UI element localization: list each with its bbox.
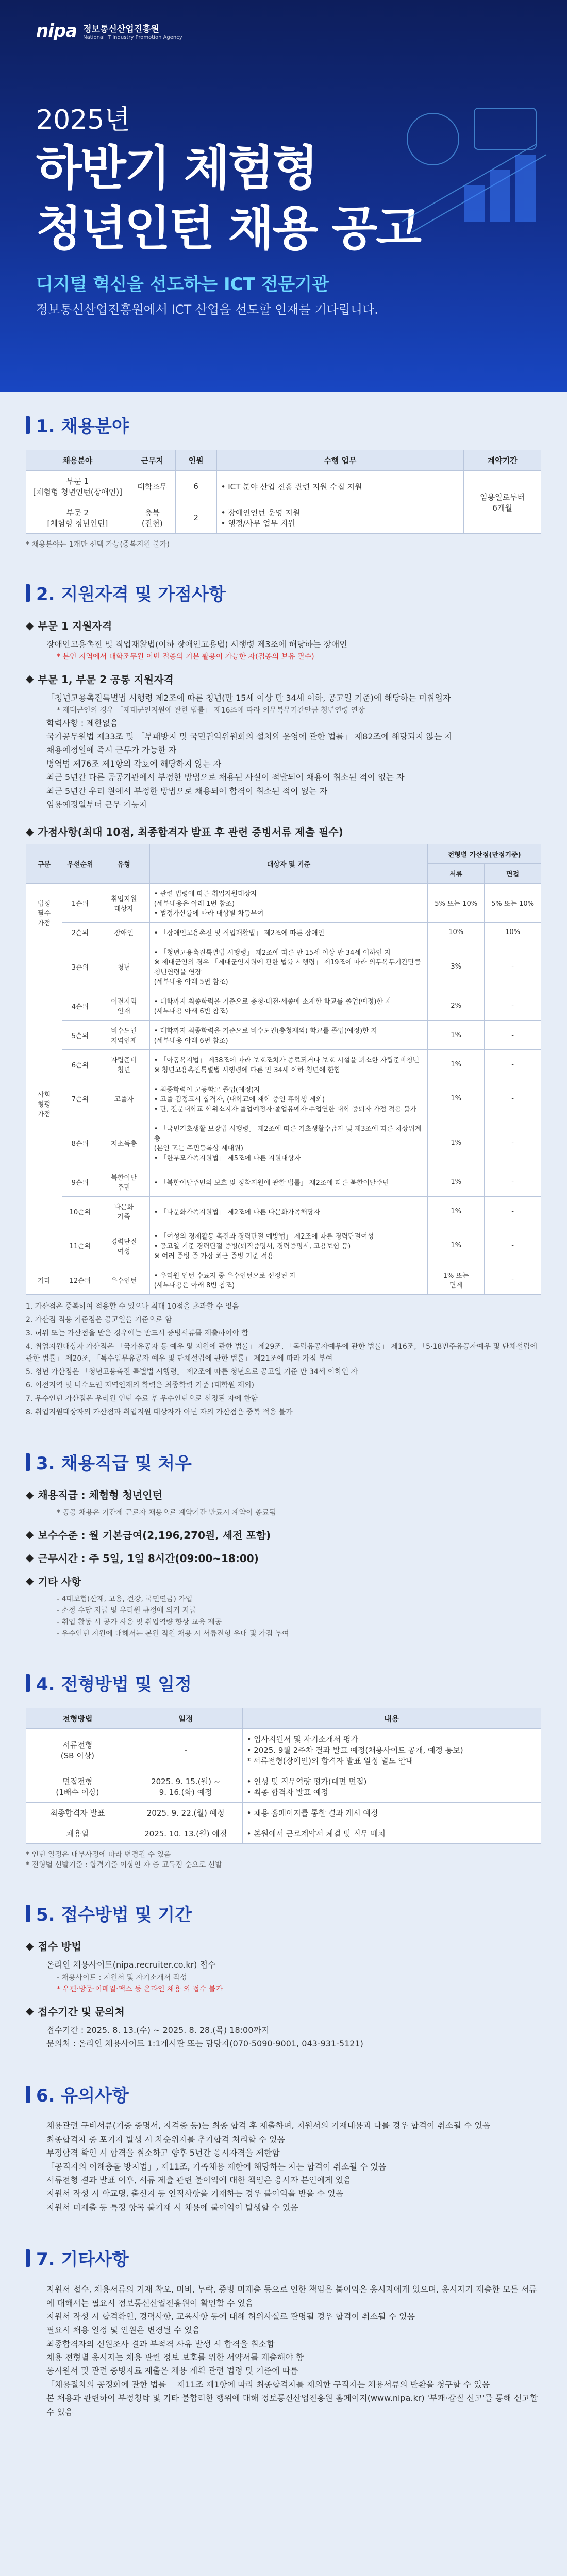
table-cell: • 본원에서 근로계약서 체결 및 직무 배치 <box>242 1823 541 1844</box>
note-item: 8. 취업지원대상자의 가산점과 취업지원 대상자가 아닌 자의 가산점은 중복 적용 불가 <box>26 1408 293 1416</box>
subsection-title-text: 부문 1, 부문 2 공통 지원자격 <box>38 673 174 686</box>
table-cell: 1% <box>428 1079 485 1118</box>
section-title: 2. 지원자격 및 가점사항 <box>26 580 541 605</box>
hero-title-line2: 청년인턴 채용 공고 <box>36 200 421 256</box>
list-item: 온라인 채용사이트(nipa.recruiter.co.kr) 접수 <box>46 1960 216 1970</box>
table-cell: • 「청년고용촉진특별법 시행령」 제2조에 따른 만 15세 이상 만 34세 이하인 자 ※ 제대군인의 경우 「제대군인지원에 관한 법률 시행령」 제19조에 따라 의무복무기간만큼 청년연령을 연장 (세부내용 아래 5번 참조) <box>149 942 428 991</box>
note-item: 7. 우수인턴 가산점은 우리원 인턴 수료 후 우수인턴으로 선정된 자에 한함 <box>26 1394 258 1403</box>
table-cell: • 「여성의 경제활동 촉진과 경력단절 예방법」 제2조에 따른 경력단절여성 • 공고일 기준 경력단절 증빙(퇴직증명서, 경력증명서, 고용보험 등) ※ 여러 증빙 중 가장 최근 증빙 기준 적용 <box>149 1226 428 1265</box>
note-item: 1. 가산점은 중복하여 적용할 수 있으나 최대 10점을 초과할 수 없음 <box>26 1302 239 1311</box>
table-cell: - <box>485 1265 541 1295</box>
table-cell: 취업지원 대상자 <box>98 884 149 923</box>
section-others <box>26 2245 541 2419</box>
list-item: 국가공무원법 제33조 및 「부패방지 및 국민권익위원회의 설치와 운영에 관한 법률」 제82조에 해당되지 않는 자 <box>46 731 453 741</box>
diamond-icon: ◆ <box>26 672 34 685</box>
nipa-logo: nipa <box>36 21 77 41</box>
table-header: 전형별 가산점(만점기준) <box>428 844 541 864</box>
table-cell: 1순위 <box>62 884 98 923</box>
table-row <box>26 1021 541 1050</box>
list-item: 최종합격자 중 포기자 발생 시 차순위자를 추가합격 처리할 수 있음 <box>46 2134 286 2144</box>
table-row <box>26 1167 541 1197</box>
note-item: 3. 허위 또는 가산점을 받은 경우에는 반드시 증빙서류를 제출하여야 함 <box>26 1329 249 1337</box>
section-note: * 인턴 일정은 내부사정에 따라 변경될 수 있음 * 전형별 선발기준 : 합격기준 이상인 자 중 고득점 순으로 선발 <box>26 1851 222 1870</box>
subsection-title <box>26 1550 541 1565</box>
section-title: 4. 전형방법 및 일정 <box>26 1670 541 1696</box>
list-item: - 채용사이트 : 지원서 및 자기소개서 작성 <box>57 1973 187 1982</box>
table-cell: 6순위 <box>62 1050 98 1079</box>
hero-year: 2025년 <box>36 105 130 135</box>
table-cell: • 인성 및 직무역량 평가(대면 면접) • 최종 합격자 발표 예정 <box>242 1771 541 1803</box>
section-title: 7. 기타사항 <box>26 2245 541 2270</box>
org-name-en: National IT Industry Promotion Agency <box>83 35 182 40</box>
table-cell: 이전지역 인재 <box>98 991 149 1021</box>
table-cell: 서류전형 (SB 이상) <box>26 1729 129 1771</box>
table-header: 우선순위 <box>62 844 98 884</box>
section-selection-schedule <box>26 1670 541 1870</box>
diamond-icon: ◆ <box>26 1939 34 1952</box>
table-cell: - <box>485 1079 541 1118</box>
table-cell: 5순위 <box>62 1021 98 1050</box>
section-title: 3. 채용직급 및 처우 <box>26 1449 541 1475</box>
subsection-title-text: 채용직급 : 체험형 청년인턴 <box>38 1489 162 1502</box>
diamond-icon: ◆ <box>26 1551 34 1564</box>
table-cell: 10% <box>485 923 541 942</box>
subsection-title-text: 보수수준 : 월 기본급여(2,196,270원, 세전 포함) <box>38 1529 271 1541</box>
table-cell: 대학조무 <box>129 471 175 502</box>
table-cell: 고졸자 <box>98 1079 149 1118</box>
list-item: 최근 5년간 다른 공공기관에서 부정한 방법으로 채용된 사실이 적발되어 채용이 취소된 적이 없는 자 <box>46 772 405 783</box>
table-cell: - <box>485 1226 541 1265</box>
table-cell: 면접전형 (1배수 이상) <box>26 1771 129 1803</box>
table-cell: • 「북한이탈주민의 보호 및 정착지원에 관한 법률」 제2조에 따른 북한이탈주민 <box>149 1167 428 1197</box>
list-item: * 본인 지역에서 대학조무원 이번 접종의 기본 활용이 가능한 자(접종의 보유 필수) <box>57 653 314 662</box>
table-cell: • 채용 홈페이지를 통한 결과 게시 예정 <box>242 1803 541 1823</box>
table-row <box>26 942 541 991</box>
list-item: 본 채용과 관련하여 부정청탁 및 기타 불합리한 행위에 대해 정보통신산업진흥원 홈페이지(www.nipa.kr) '부패·갑질 신고'를 통해 신고할 수 있음 <box>46 2393 538 2417</box>
list-item: 지원서 작성 시 합격확인, 경력사항, 교육사항 등에 대해 허위사실로 판명될 경우 합격이 취소될 수 있음 <box>46 2311 415 2321</box>
table-cell: 임용일로부터 6개월 <box>464 471 541 534</box>
table-cell: 8순위 <box>62 1118 98 1167</box>
table-header: 대상자 및 기준 <box>149 844 428 884</box>
section-position-treatment <box>26 1449 541 1639</box>
table-header: 내용 <box>242 1708 541 1729</box>
hero-slogan: 디지털 혁신을 선도하는 ICT 전문기관 <box>36 274 329 295</box>
table-header: 전형방법 <box>26 1708 129 1729</box>
list-item: - 4대보험(산재, 고용, 건강, 국민연금) 가입 - 소정 수당 지급 및 우리원 규정에 의거 지급 - 취업 활동 시 공가 사용 및 취업역량 향상 교육 제공 - 우수인턴 지원에 대해서는 본원 직원 채용 시 서류전형 우대 및 가점 부여 <box>57 1595 289 1638</box>
table-cell: 1% <box>428 1021 485 1050</box>
section-title: 6. 유의사항 <box>26 2081 541 2107</box>
table-cell: • 대학까지 최종학력을 기준으로 충청·대전·세종에 소재한 학교를 졸업(예정)한 자 (세부내용 아래 6번 참조) <box>149 991 428 1021</box>
table-header: 면접 <box>485 864 541 884</box>
table-row <box>26 991 541 1021</box>
section-recruitment-field <box>26 412 541 549</box>
subsection-title <box>26 618 541 633</box>
table-cell: - <box>485 1021 541 1050</box>
table-cell: 우수인턴 <box>98 1265 149 1295</box>
diamond-icon: ◆ <box>26 1528 34 1541</box>
table-header: 근무지 <box>129 450 175 471</box>
table-cell: 비수도권 지역인재 <box>98 1021 149 1050</box>
table-cell: • 「아동복지법」 제38조에 따라 보호조치가 종료되거나 보호 시설을 퇴소한 자립준비청년 ※ 청년고용촉진특별법 시행령에 따른 만 34세 이하 청년에 한함 <box>149 1050 428 1079</box>
hero-graphic-icon <box>371 77 567 242</box>
table-cell: 최종합격자 발표 <box>26 1803 129 1823</box>
subsection-title <box>26 1527 541 1542</box>
table-cell: 4순위 <box>62 991 98 1021</box>
table-cell: 자립준비 청년 <box>98 1050 149 1079</box>
table-header: 계약기간 <box>464 450 541 471</box>
subsection-title <box>26 1487 541 1502</box>
table-cell: 부문 2 [체험형 청년인턴] <box>26 502 129 534</box>
table-cell: - <box>485 991 541 1021</box>
diamond-icon: ◆ <box>26 619 34 632</box>
list-item: 장애인고용촉진 및 직업재활법(이하 장애인고용법) 시행령 제3조에 해당하는 장애인 <box>46 639 347 649</box>
table-cell: 5% 또는 10% <box>485 884 541 923</box>
list-item: 문의처 : 온라인 채용사이트 1:1게시판 또는 담당자(070-5090-9001, 043-931-5121) <box>46 2038 363 2048</box>
table-cell: - <box>485 1050 541 1079</box>
subsection-title-text: 접수 방법 <box>38 1940 81 1953</box>
table-cell: 7순위 <box>62 1079 98 1118</box>
list-item: 「채용절차의 공정화에 관한 법률」 제11조 제1항에 따라 최종합격자를 제외한 구직자는 채용서류의 반환을 청구할 수 있음 <box>46 2379 490 2389</box>
table-row <box>26 1803 541 1823</box>
table-cell: 2 <box>175 502 216 534</box>
bonus-points-table <box>26 844 541 1295</box>
hero-title-line1: 하반기 체험형 <box>36 141 317 196</box>
note-item: 5. 청년 가산점은 「청년고용촉진 특별법 시행령」 제2조에 따른 청년으로 공고일 기준 만 34세 이하인 자 <box>26 1368 358 1377</box>
table-cell: 청년 <box>98 942 149 991</box>
section-qualification <box>26 580 541 1418</box>
table-row <box>26 1197 541 1226</box>
recruitment-field-table <box>26 450 541 534</box>
table-cell: 9순위 <box>62 1167 98 1197</box>
table-cell: - <box>485 942 541 991</box>
note-item: 4. 취업지원대상자 가산점은 「국가유공자 등 예우 및 지원에 관한 법률」 제29조, 「독립유공자예우에 관한 법률」 제16조, 「5·18민주유공자예우 및 단체설립에 관한 법률」 제20조, 「특수임무유공자 예우 및 단체설립에 관한 법률」 제21조에 따라 가점 부여 <box>26 1342 538 1363</box>
list-item: 접수기간 : 2025. 8. 13.(수) ~ 2025. 8. 28.(목) 18:00까지 <box>46 2025 270 2035</box>
list-item: 「공직자의 이해충돌 방지법」, 제11조, 가족채용 제한에 해당하는 자는 합격이 취소될 수 있음 <box>46 2161 387 2172</box>
table-header: 구분 <box>26 844 62 884</box>
table-cell: 사회 형평 가점 <box>26 942 62 1265</box>
table-cell: - <box>129 1729 242 1771</box>
list-item: 채용관련 구비서류(기증 증명서, 자격증 등)는 최종 합격 후 제출하며, 지원서의 기재내용과 다를 경우 합격이 취소될 수 있음 <box>46 2121 491 2131</box>
table-cell: 1% <box>428 1167 485 1197</box>
table-cell: 2025. 9. 15.(월) ~ 9. 16.(화) 예정 <box>129 1771 242 1803</box>
list-item: 병역법 제76조 제1항의 각호에 해당하지 않는 자 <box>46 758 222 769</box>
subsection-title-text: 부문 1 지원자격 <box>38 620 112 632</box>
table-row <box>26 1118 541 1167</box>
table-row <box>26 1729 541 1771</box>
list-item: 필요시 채용 일정 및 인원은 변경될 수 있음 <box>46 2325 201 2335</box>
table-header: 채용분야 <box>26 450 129 471</box>
subsection-title-text: 기타 사항 <box>38 1575 81 1588</box>
table-header: 유형 <box>98 844 149 884</box>
table-cell: • 입사지원서 및 자기소개서 평가 • 2025. 9월 2주차 결과 발표 예정(채용사이트 공개, 예정 통보) * 서류전형(장애인)의 합격자 발표 일정 별도 안내 <box>242 1729 541 1771</box>
bonus-notes <box>26 1301 541 1418</box>
table-row <box>26 1823 541 1844</box>
list-item: 최근 5년간 우리 원에서 부정한 방법으로 채용되어 합격이 취소된 적이 없는 자 <box>46 786 328 796</box>
list-item: 학력사항 : 제한없음 <box>46 718 119 728</box>
table-cell: 2025. 9. 22.(월) 예정 <box>129 1803 242 1823</box>
table-cell: 3% <box>428 942 485 991</box>
diamond-icon: ◆ <box>26 1488 34 1501</box>
table-cell: 채용일 <box>26 1823 129 1844</box>
list-item: 서류전형 결과 발표 이후, 서류 제출 관련 불이익에 대한 책임은 응시자 본인에게 있음 <box>46 2175 352 2185</box>
hero-banner <box>0 0 567 392</box>
table-cell: 장애인 <box>98 923 149 942</box>
section-title: 1. 채용분야 <box>26 412 541 437</box>
table-cell: - <box>485 1167 541 1197</box>
table-row <box>26 1771 541 1803</box>
table-header: 서류 <box>428 864 485 884</box>
schedule-table <box>26 1708 541 1844</box>
table-cell: 1% <box>428 1226 485 1265</box>
diamond-icon: ◆ <box>26 2005 34 2018</box>
subsection-title <box>26 824 541 839</box>
subsection-title <box>26 1573 541 1588</box>
list-item: 「청년고용촉진특별법 시행령 제2조에 따른 청년(만 15세 이상 만 34세 이하, 공고일 기준)에 해당하는 미취업자 <box>46 692 451 703</box>
table-cell: 12순위 <box>62 1265 98 1295</box>
list-item: 지원서 미제출 등 특정 항목 불기재 시 채용에 불이익이 발생할 수 있음 <box>46 2202 298 2212</box>
subsection-title <box>26 2004 541 2019</box>
table-row <box>26 1265 541 1295</box>
section-note: * 채용분야는 1개만 선택 가능(중복지원 불가) <box>26 540 170 549</box>
list-item: * 제대군인의 경우 「제대군인지원에 관한 법률」 제16조에 따라 의무복무기간만큼 청년연령 연장 <box>57 706 365 715</box>
table-cell: 기타 <box>26 1265 62 1295</box>
table-cell: • 우리원 인턴 수료자 중 우수인턴으로 선정된 자 (세부내용은 아래 8번 참조) <box>149 1265 428 1295</box>
table-row <box>26 1079 541 1118</box>
table-row <box>26 1226 541 1265</box>
table-cell: 10순위 <box>62 1197 98 1226</box>
table-cell: - <box>485 1118 541 1167</box>
table-cell: 2순위 <box>62 923 98 942</box>
table-row <box>26 1050 541 1079</box>
table-cell: 저소득층 <box>98 1118 149 1167</box>
table-cell: 5% 또는 10% <box>428 884 485 923</box>
hero-subslogan: 정보통신산업진흥원에서 ICT 산업을 선도할 인재를 기다립니다. <box>36 302 378 317</box>
header-logo <box>36 21 531 41</box>
section-application <box>26 1901 541 2050</box>
note-item: 2. 가산점 적용 기준점은 공고일을 기준으로 함 <box>26 1316 172 1325</box>
table-cell: - <box>485 1197 541 1226</box>
list-item: 지원서 작성 시 학교명, 출신지 등 인적사항을 기재하는 경우 불이익을 받을 수 있음 <box>46 2189 344 2199</box>
table-row <box>26 471 541 502</box>
subsection-title-text: 근무시간 : 주 5일, 1일 8시간(09:00~18:00) <box>38 1552 259 1565</box>
list-item: 부정합격 확인 시 합격을 취소하고 향후 5년간 응시자격을 제한함 <box>46 2148 280 2158</box>
subsection-title-text: 가점사항(최대 10점, 최종합격자 발표 후 관련 증빙서류 제출 필수) <box>38 826 343 839</box>
table-cell: 법정 필수 가점 <box>26 884 62 942</box>
table-row <box>26 923 541 942</box>
org-name-ko: 정보통신산업진흥원 <box>83 24 159 35</box>
table-cell: 충북 (진천) <box>129 502 175 534</box>
table-header: 수행 업무 <box>216 450 464 471</box>
table-cell: • 최종학력이 고등학교 졸업(예정)자 • 고졸 검정고시 합격자, (대학교에 재학 중인 휴학생 제외) • 단, 전문대학교 학위소지자·졸업예정자·졸업유예자·수업연한 대학 중퇴자 가점 적용 불가 <box>149 1079 428 1118</box>
list-item: 최종합격자의 신원조사 결과 부적격 사유 발생 시 합격을 취소함 <box>46 2338 275 2349</box>
table-cell: 2% <box>428 991 485 1021</box>
section-cautions <box>26 2081 541 2214</box>
table-cell: • 대학까지 최종학력을 기준으로 비수도권(충청제외) 학교를 졸업(예정)한 자 (세부내용 아래 6번 참조) <box>149 1021 428 1050</box>
table-cell: 1% <box>428 1050 485 1079</box>
note-item: 6. 이전지역 및 비수도권 지역인재의 학력은 최종학력 기준 (대학원 제외) <box>26 1381 255 1390</box>
table-cell: • 「국민기초생활 보장법 시행령」 제2조에 따른 기초생활수급자 및 제3조에 따른 차상위계층 (본인 또는 주민등록상 세대원) • 「한부모가족지원법」 제5조에 따른 지원대상자 <box>149 1118 428 1167</box>
table-cell: 다문화 가족 <box>98 1197 149 1226</box>
list-item: * 공공 채용은 기간제 근로자 채용으로 계약기간 만료시 계약이 종료됨 <box>57 1509 276 1517</box>
subsection-title <box>26 1938 541 1953</box>
diamond-icon: ◆ <box>26 1574 34 1587</box>
table-cell: 1% <box>428 1197 485 1226</box>
subsection-title <box>26 671 541 686</box>
table-row <box>26 884 541 923</box>
table-cell: 북한이탈 주민 <box>98 1167 149 1197</box>
list-item: 임용예정일부터 근무 가능자 <box>46 799 147 809</box>
list-item: * 우편·방문·이메일·팩스 등 온라인 채용 외 접수 불가 <box>57 1985 223 1994</box>
table-row <box>26 502 541 534</box>
list-item: 채용 전형별 응시자는 채용 관련 정보 보호를 위한 서약서를 제출해야 함 <box>46 2352 304 2363</box>
table-cell: • ICT 분야 산업 진흥 관련 지원 수집 지원 <box>216 471 464 502</box>
list-item: 채용예정일에 즉시 근무가 가능한 자 <box>46 745 177 755</box>
table-cell: 1% 또는 면제 <box>428 1265 485 1295</box>
table-cell: 경력단절 여성 <box>98 1226 149 1265</box>
table-cell: 11순위 <box>62 1226 98 1265</box>
table-cell: 10% <box>428 923 485 942</box>
table-cell: 부문 1 [체험형 청년인턴(장애인)] <box>26 471 129 502</box>
list-item: 지원서 접수, 채용서류의 기재 착오, 미비, 누락, 증빙 미제출 등으로 인한 책임은 불이익은 응시자에게 있으며, 응시자가 제출한 모든 서류에 대해서는 필요시 정보통신산업진흥원이 확인할 수 있음 <box>46 2284 537 2308</box>
table-cell: 6 <box>175 471 216 502</box>
table-cell: • 「장애인고용촉진 및 직업재활법」 제2조에 따른 장애인 <box>149 923 428 942</box>
table-cell: 1% <box>428 1118 485 1167</box>
table-header: 인원 <box>175 450 216 471</box>
diamond-icon: ◆ <box>26 825 34 838</box>
subsection-title-text: 접수기간 및 문의처 <box>38 2005 125 2018</box>
section-title: 5. 접수방법 및 기간 <box>26 1901 541 1926</box>
table-cell: 2025. 10. 13.(월) 예정 <box>129 1823 242 1844</box>
table-header: 일정 <box>129 1708 242 1729</box>
table-cell: 3순위 <box>62 942 98 991</box>
list-item: 응시원서 및 관련 증빙자료 제출은 채용 계획 관련 법령 및 기준에 따름 <box>46 2366 298 2376</box>
table-cell: • 장애인인턴 운영 지원 • 행정/사무 업무 지원 <box>216 502 464 534</box>
table-cell: • 「다문화가족지원법」 제2조에 따른 다문화가족해당자 <box>149 1197 428 1226</box>
table-cell: • 관련 법령에 따른 취업지원대상자 (세부내용은 아래 1번 참조) • 법정가산률에 따라 대상별 차등부여 <box>149 884 428 923</box>
